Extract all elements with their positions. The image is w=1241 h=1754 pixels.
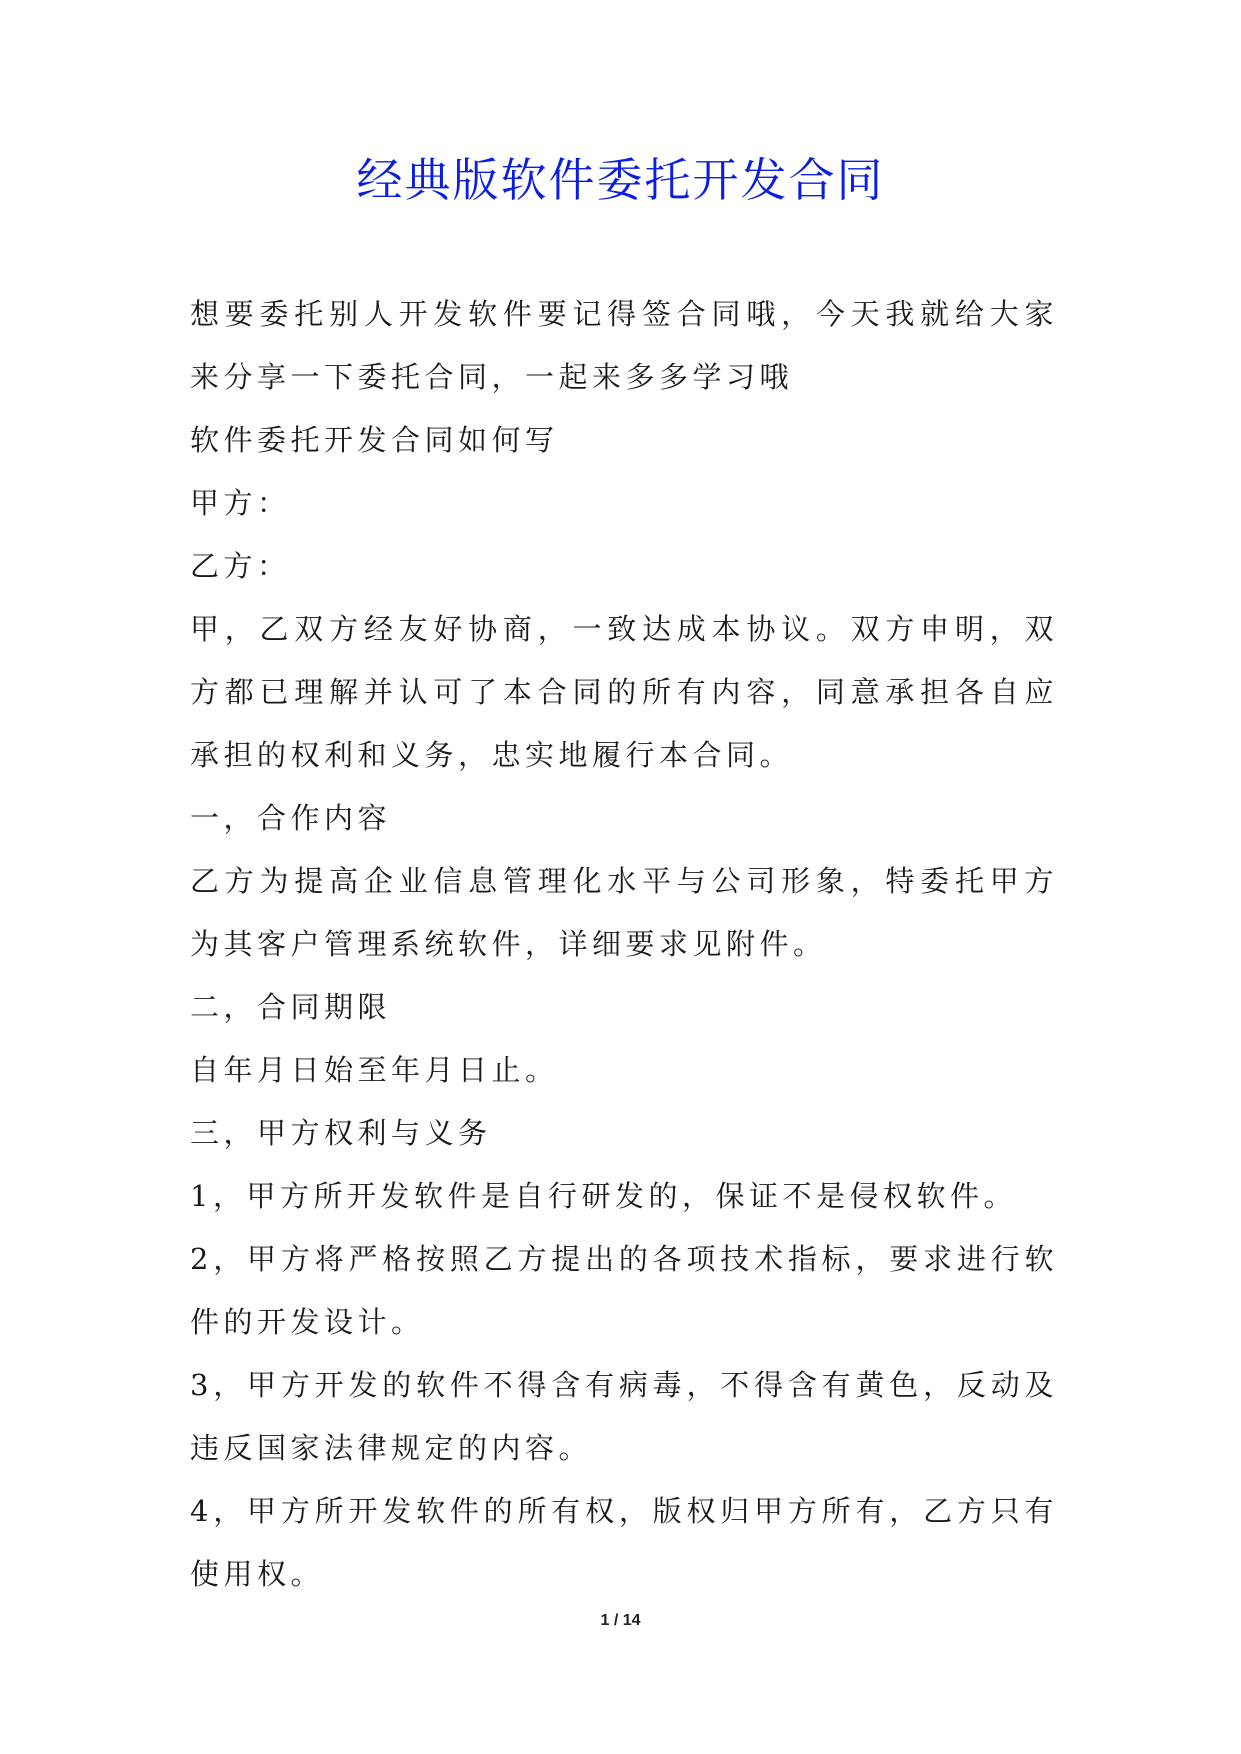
list-item: 4，甲方所开发软件的所有权，版权归甲方所有，乙方只有使用权。	[190, 1494, 1058, 1591]
section-heading: 三，甲方权利与义务	[190, 1116, 492, 1150]
document-body	[190, 283, 1058, 1606]
paragraph: 甲，乙双方经友好协商，一致达成本协议。双方申明，双方都已理解并认可了本合同的所有内容，同意承担各自应承担的权利和义务，忠实地履行本合同。	[190, 612, 1058, 772]
list-item: 1，甲方所开发软件是自行研发的，保证不是侵权软件。	[190, 1179, 1017, 1213]
paragraph: 软件委托开发合同如何写	[190, 423, 559, 457]
document-title: 经典版软件委托开发合同	[356, 153, 885, 207]
section-heading: 二，合同期限	[190, 990, 392, 1024]
paragraph: 乙方：	[190, 549, 291, 583]
paragraph: 甲方：	[190, 486, 291, 520]
paragraph: 自年月日始至年月日止。	[190, 1053, 559, 1087]
paragraph: 乙方为提高企业信息管理化水平与公司形象，特委托甲方为其客户管理系统软件，详细要求见附件。	[190, 864, 1058, 961]
section-heading: 一，合作内容	[190, 801, 392, 835]
list-item: 3，甲方开发的软件不得含有病毒，不得含有黄色，反动及违反国家法律规定的内容。	[190, 1368, 1058, 1465]
paragraph: 想要委托别人开发软件要记得签合同哦，今天我就给大家来分享一下委托合同，一起来多多学习哦	[190, 297, 1058, 394]
page-number: 1 / 14	[600, 1612, 641, 1629]
list-item: 2，甲方将严格按照乙方提出的各项技术指标，要求进行软件的开发设计。	[190, 1242, 1058, 1339]
